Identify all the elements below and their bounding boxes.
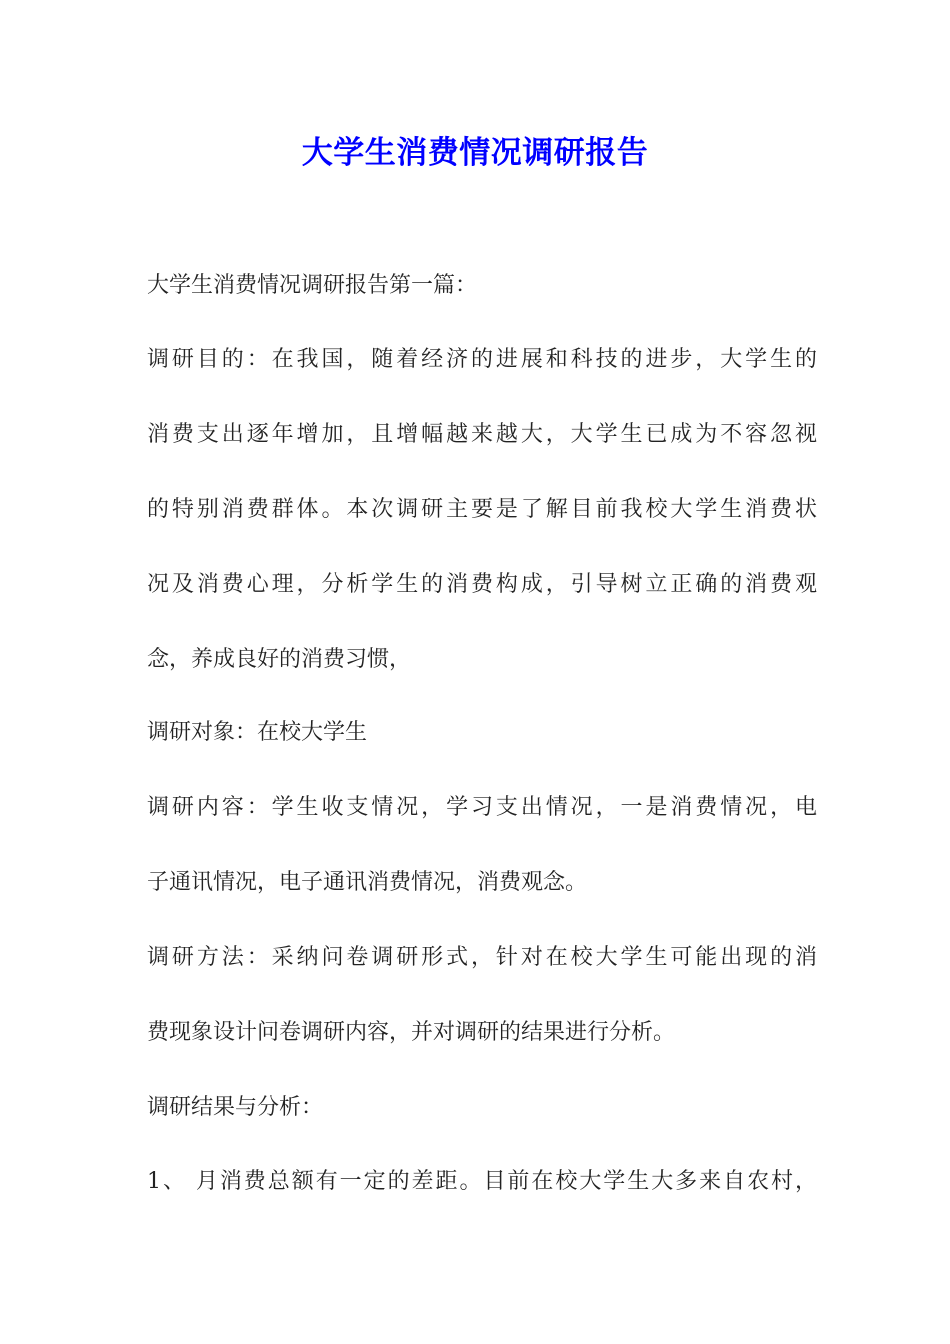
text-line: 念，养成良好的消费习惯， bbox=[147, 647, 412, 672]
text-line-method: 调研方法：采纳问卷调研形式，针对在校大学生可能出现的消 bbox=[147, 945, 817, 970]
text-line: 费现象设计问卷调研内容，并对调研的结果进行分析。 bbox=[147, 1020, 676, 1045]
document-title: 大学生消费情况调研报告 bbox=[301, 135, 649, 171]
text-line-content: 调研内容：学生收支情况，学习支出情况，一是消费情况，电 bbox=[147, 795, 817, 820]
text-line-results-heading: 调研结果与分析： bbox=[147, 1095, 324, 1120]
text-line: 的特别消费群体。本次调研主要是了解目前我校大学生消费状 bbox=[147, 497, 817, 522]
text-line: 消费支出逐年增加，且增幅越来越大，大学生已成为不容忽视 bbox=[147, 422, 817, 447]
text-line-intro: 大学生消费情况调研报告第一篇： bbox=[147, 273, 478, 298]
text-line-subjects: 调研对象：在校大学生 bbox=[147, 720, 368, 745]
text-line: 况及消费心理，分析学生的消费构成，引导树立正确的消费观 bbox=[147, 572, 817, 597]
text-line-purpose: 调研目的：在我国，随着经济的进展和科技的进步，大学生的 bbox=[147, 347, 817, 372]
text-line-item-1: 1、 月消费总额有一定的差距。目前在校大学生大多来自农村， bbox=[147, 1169, 817, 1194]
text-line: 子通讯情况，电子通讯消费情况，消费观念。 bbox=[147, 870, 588, 895]
